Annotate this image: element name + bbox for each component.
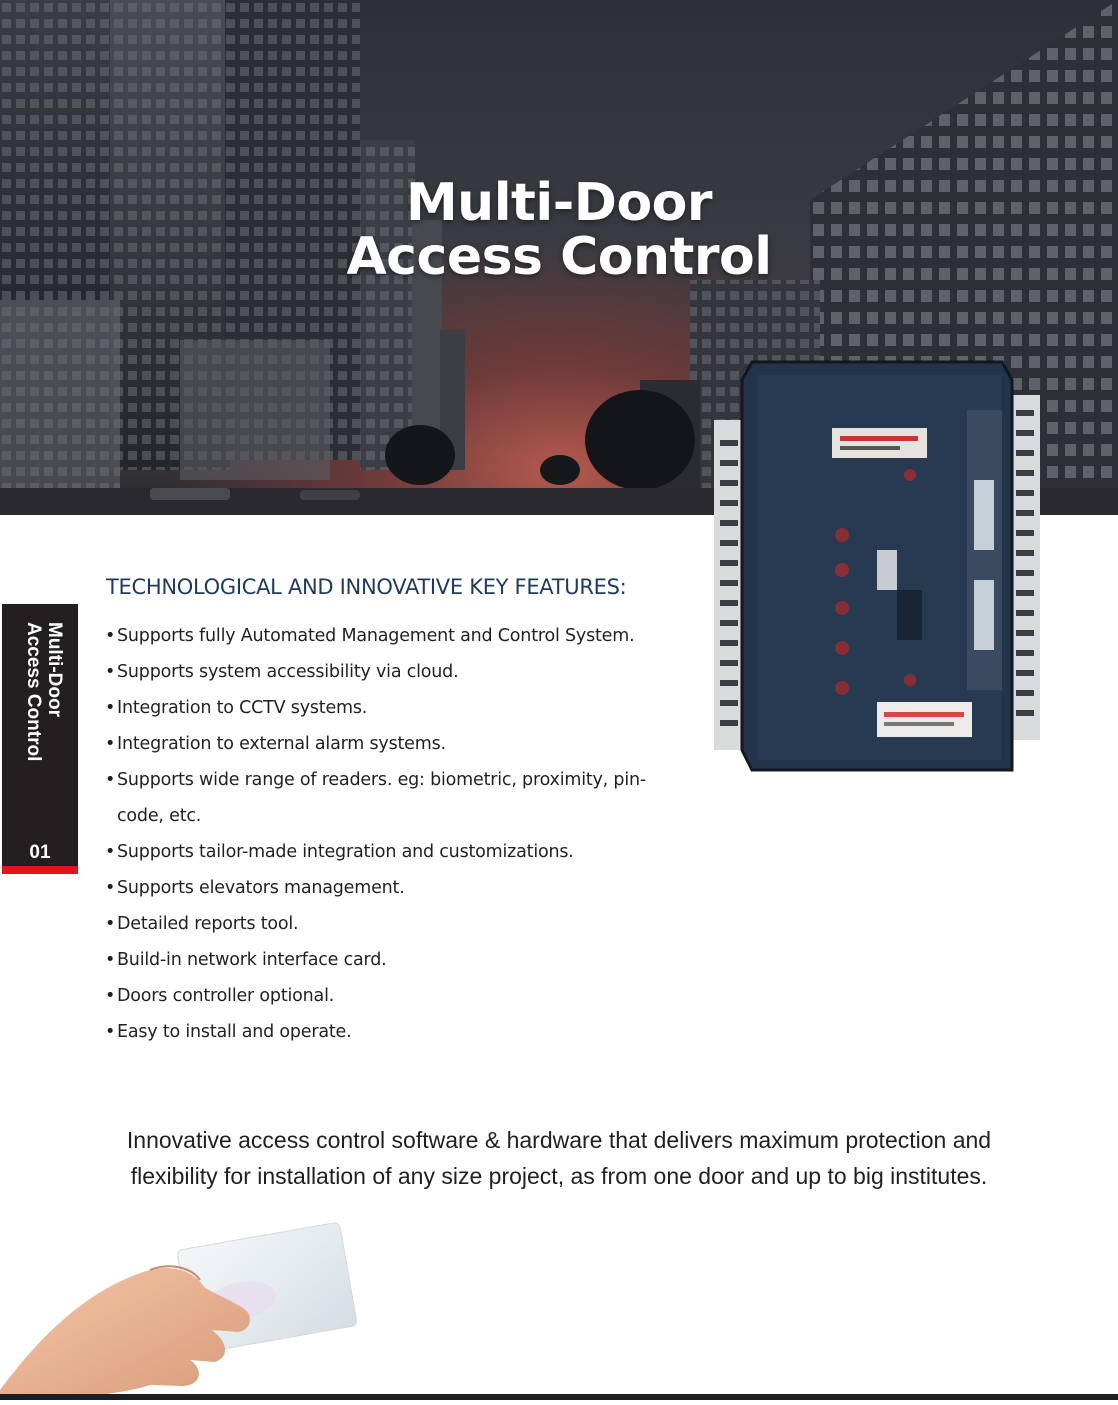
side-tab bbox=[2, 604, 78, 874]
feature-item: • Supports tailor-made integration and customizations. bbox=[105, 834, 705, 870]
page-number: 01 bbox=[29, 842, 51, 863]
feature-item: • Supports wide range of readers. eg: biometric, proximity, pin-code, etc. bbox=[105, 762, 657, 834]
feature-item: • Integration to external alarm systems. bbox=[105, 726, 705, 762]
feature-item: • Supports fully Automated Management and Control System. bbox=[105, 618, 705, 654]
feature-item: • Doors controller optional. bbox=[105, 978, 705, 1014]
feature-item: • Supports system accessibility via cloud. bbox=[105, 654, 705, 690]
feature-item: • Detailed reports tool. bbox=[105, 906, 705, 942]
hero-title-line1: Multi-Door bbox=[405, 173, 713, 233]
feature-item: • Supports elevators management. bbox=[105, 870, 705, 906]
side-tab-title-line2: Access Control bbox=[23, 622, 44, 762]
feature-item: • Easy to install and operate. bbox=[105, 1014, 705, 1050]
side-tab-title bbox=[4, 604, 80, 866]
hand-holding-card-image bbox=[0, 1210, 370, 1400]
side-tab-title-line1: Multi-Door bbox=[44, 622, 65, 717]
feature-item: • Build-in network interface card. bbox=[105, 942, 705, 978]
bottom-border bbox=[0, 1394, 1118, 1400]
hero-title bbox=[0, 173, 1118, 287]
access-controller-board-image bbox=[712, 350, 1042, 780]
hero-title-line2: Access Control bbox=[346, 227, 772, 287]
features-heading: TECHNOLOGICAL AND INNOVATIVE KEY FEATURES: bbox=[106, 575, 627, 599]
side-tab-accent-bar bbox=[2, 866, 78, 874]
feature-item: • Integration to CCTV systems. bbox=[105, 690, 705, 726]
tagline: Innovative access control software & hardware that delivers maximum protection and flexibility for installation of any size project, as from one door and up to big institutes. bbox=[126, 1127, 992, 1189]
features-list bbox=[105, 618, 705, 1050]
